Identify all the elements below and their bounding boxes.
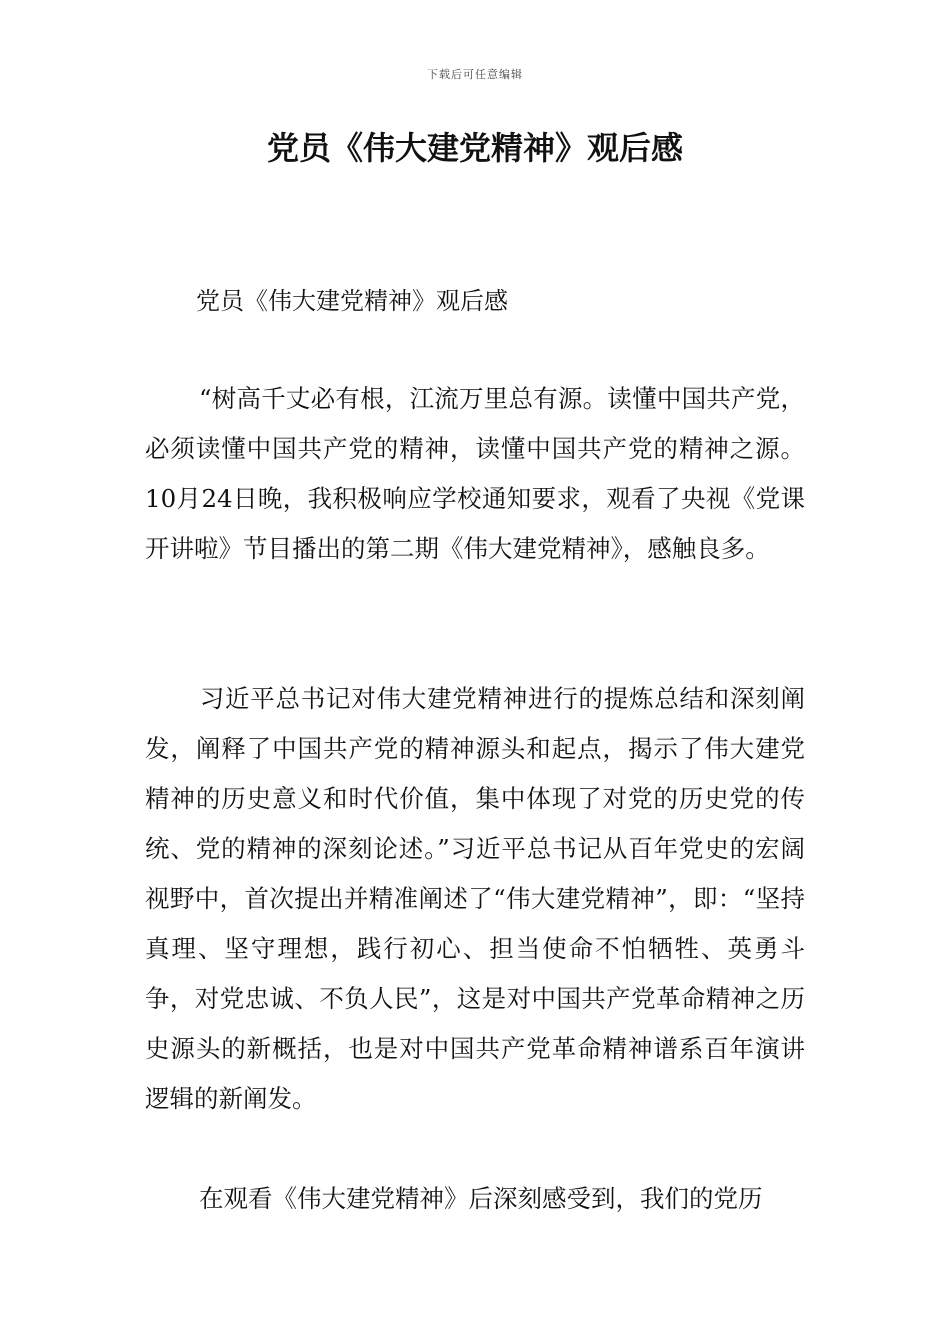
paragraph-3 bbox=[145, 1174, 805, 1224]
paragraph-1 bbox=[145, 374, 805, 574]
document-title: 党员《伟大建党精神》观后感 bbox=[266, 129, 683, 167]
paragraph-2-text: 习近平总书记对伟大建党精神进行的提炼总结和深刻阐发，阐释了中国共产党的精神源头和起点，揭示了伟大建党精神的历史意义和时代价值，集中体现了对党的历史党的传统、党的精神的深刻论述。”习近平总书记从百年党史的宏阔视野中，首次提出并精准阐述了“伟大建党精神”，即：“坚持真理、坚守理想，践行初心、担当使命不怕牺牲、英勇斗争，对党忠诚、不负人民”，这是对中国共产党革命精神之历史源头的新概括，也是对中国共产党革命精神谱系百年演讲逻辑的新阐发。 bbox=[145, 684, 805, 1113]
document-subtitle: 党员《伟大建党精神》观后感 bbox=[196, 287, 508, 315]
header-note: 下载后可任意编辑 bbox=[427, 68, 523, 81]
paragraph-2 bbox=[145, 674, 805, 1124]
paragraph-3-text: 在观看《伟大建党精神》后深刻感受到，我们的党历 bbox=[199, 1184, 763, 1213]
paragraph-1-text: “树高千丈必有根，江流万里总有源。读懂中国共产党，必须读懂中国共产党的精神，读懂中国共产党的精神之源。10月24日晚，我积极响应学校通知要求，观看了央视《党课开讲啦》节目播出的第二期《伟大建党精神》，感触良多。 bbox=[145, 384, 805, 563]
